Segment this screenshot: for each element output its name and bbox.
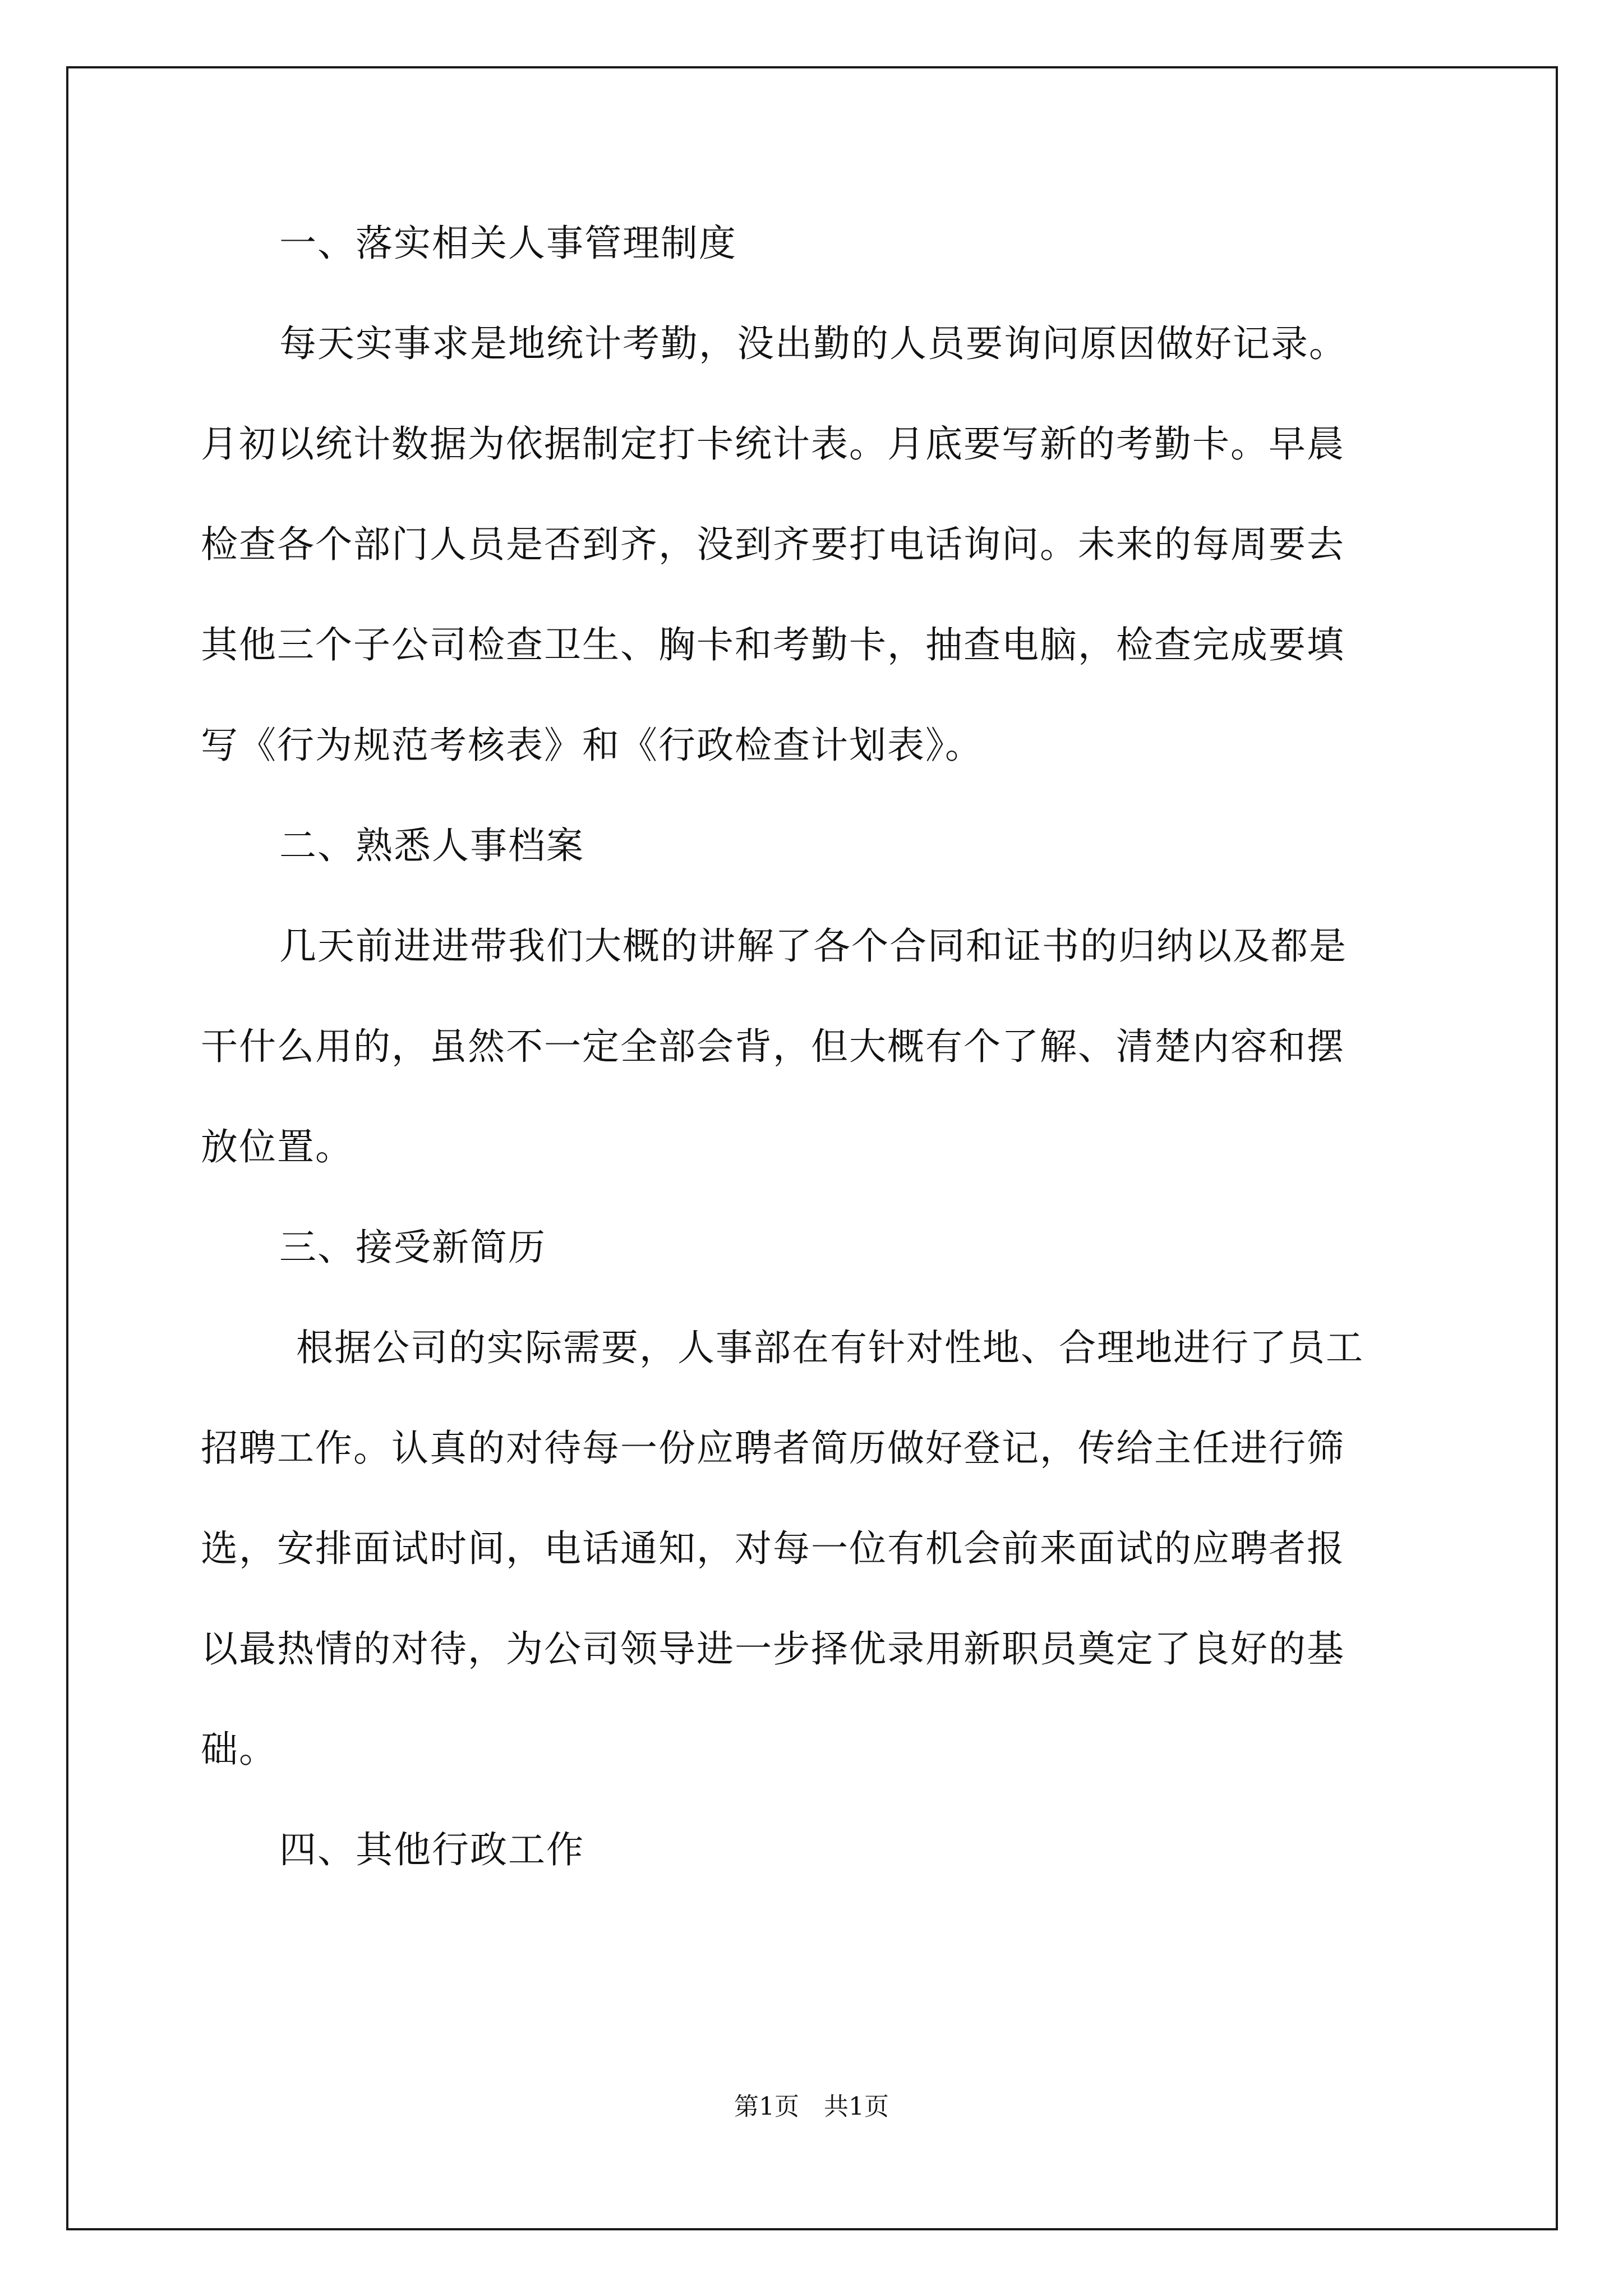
section-3	[201, 1223, 1429, 1774]
section-heading: 四、其他行政工作	[279, 1828, 584, 1871]
paragraph-line: 月初以统计数据为依据制定打卡统计表。月底要写新的考勤卡。早晨	[201, 422, 1345, 466]
section-heading: 二、熟悉人事档案	[279, 824, 584, 867]
document-body	[201, 219, 1429, 1926]
section-heading: 三、接受新简历	[279, 1226, 546, 1269]
paragraph-line: 几天前进进带我们大概的讲解了各个合同和证书的归纳以及都是	[279, 924, 1347, 968]
section-heading: 一、落实相关人事管理制度	[279, 222, 737, 265]
section-4	[201, 1825, 1429, 1874]
paragraph-line: 以最热情的对待，为公司领导进一步择优录用新职员奠定了良好的基	[201, 1627, 1345, 1671]
section-1	[201, 219, 1429, 770]
paragraph-line: 选，安排面试时间，电话通知，对每一位有机会前来面试的应聘者报	[201, 1527, 1345, 1570]
paragraph-line: 每天实事求是地统计考勤，没出勤的人员要询问原因做好记录。	[279, 322, 1347, 365]
paragraph-line: 干什么用的，虽然不一定全部会背，但大概有个了解、清楚内容和摆	[201, 1025, 1345, 1068]
paragraph-line: 检查各个部门人员是否到齐，没到齐要打电话询问。未来的每周要去	[201, 523, 1345, 566]
page-number-footer: 第1页 共1页	[734, 2092, 889, 2121]
section-2	[201, 821, 1429, 1171]
paragraph-line: 础。	[201, 1728, 277, 1771]
paragraph-line: 根据公司的实际需要，人事部在有针对性地、合理地进行了员工	[296, 1326, 1364, 1369]
paragraph-line: 放位置。	[201, 1125, 353, 1168]
paragraph-line: 招聘工作。认真的对待每一份应聘者简历做好登记，传给主任进行筛	[201, 1427, 1345, 1470]
paragraph-line: 写《行为规范考核表》和《行政检查计划表》。	[201, 724, 983, 767]
paragraph-line: 其他三个子公司检查卫生、胸卡和考勤卡，抽查电脑，检查完成要填	[201, 623, 1345, 666]
